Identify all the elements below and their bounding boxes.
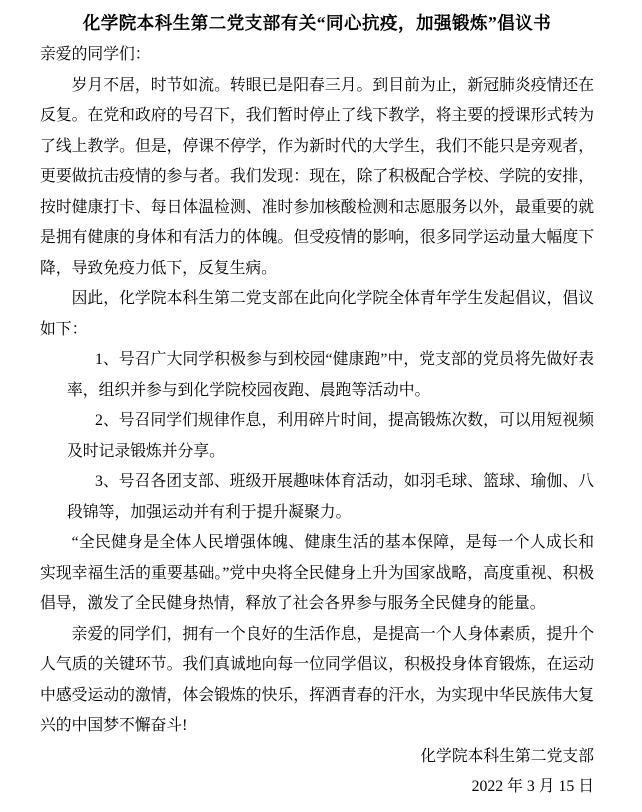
page-title: 化学院本科生第二党支部有关“同心抗疫，加强锻炼”倡议书 [82,13,552,33]
list-item-2: 2、号召同学们规律作息，利用碎片时间，提高锻炼次数，可以用短视频及时记录锻炼并分享。 [67,412,594,460]
list-item-3: 3、号召各团支部、班级开展趣味体育活动，如羽毛球、篮球、瑜伽、八段锦等，加强运动并有利于提升凝聚力。 [67,473,594,521]
paragraph-proposal-lead: 因此，化学院本科生第二党支部在此向化学院全体青年学生发起倡议，倡议如下： [40,290,594,338]
signature-block [40,742,594,803]
signature: 化学院本科生第二党支部 [420,747,594,765]
salutation: 亲爱的同学们： [40,46,151,63]
list-item-1: 1、号召广大同学积极参与到校园“健康跑”中，党支部的党员将先做好表率，组织并参与到化学院校园夜跑、晨跑等活动中。 [67,351,594,399]
paragraph-quote: “全民健身是全体人民增强体魄、健康生活的基本保障，是每一个人成长和实现幸福生活的重要基础。”党中央将全民健身上升为国家战略，高度重视、积极倡导，激发了全民健身热情，释放了社会各界参与服务全民健身的能量。 [40,534,594,612]
paragraph-closing: 亲爱的同学们，拥有一个良好的生活作息，是提高一个人身体素质，提升个人气质的关键环节。我们真诚地向每一位同学倡议，积极投身体育锻炼，在运动中感受运动的激情，体会锻炼的快乐，挥洒青春的汗水，为实现中华民族伟大复兴的中国梦不懈奋斗! [40,625,594,734]
date: 2022 年 3 月 15 日 [471,778,594,795]
paragraph-intro: 岁月不居，时节如流。转眼已是阳春三月。到目前为止，新冠肺炎疫情还在反复。在党和政府的号召下，我们暂时停止了线下教学，将主要的授课形式转为了线上教学。但是，停课不停学，作为新时代的大学生，我们不能只是旁观者，更要做抗击疫情的参与者。我们发现：现在，除了积极配合学校、学院的安排，按时健康打卡、每日体温检测、准时参加核酸检测和志愿服务以外，最重要的就是拥有健康的身体和有活力的体魄。但受疫情的影响，很多同学运动量大幅度下降，导致免疫力低下，反复生病。 [40,76,594,277]
